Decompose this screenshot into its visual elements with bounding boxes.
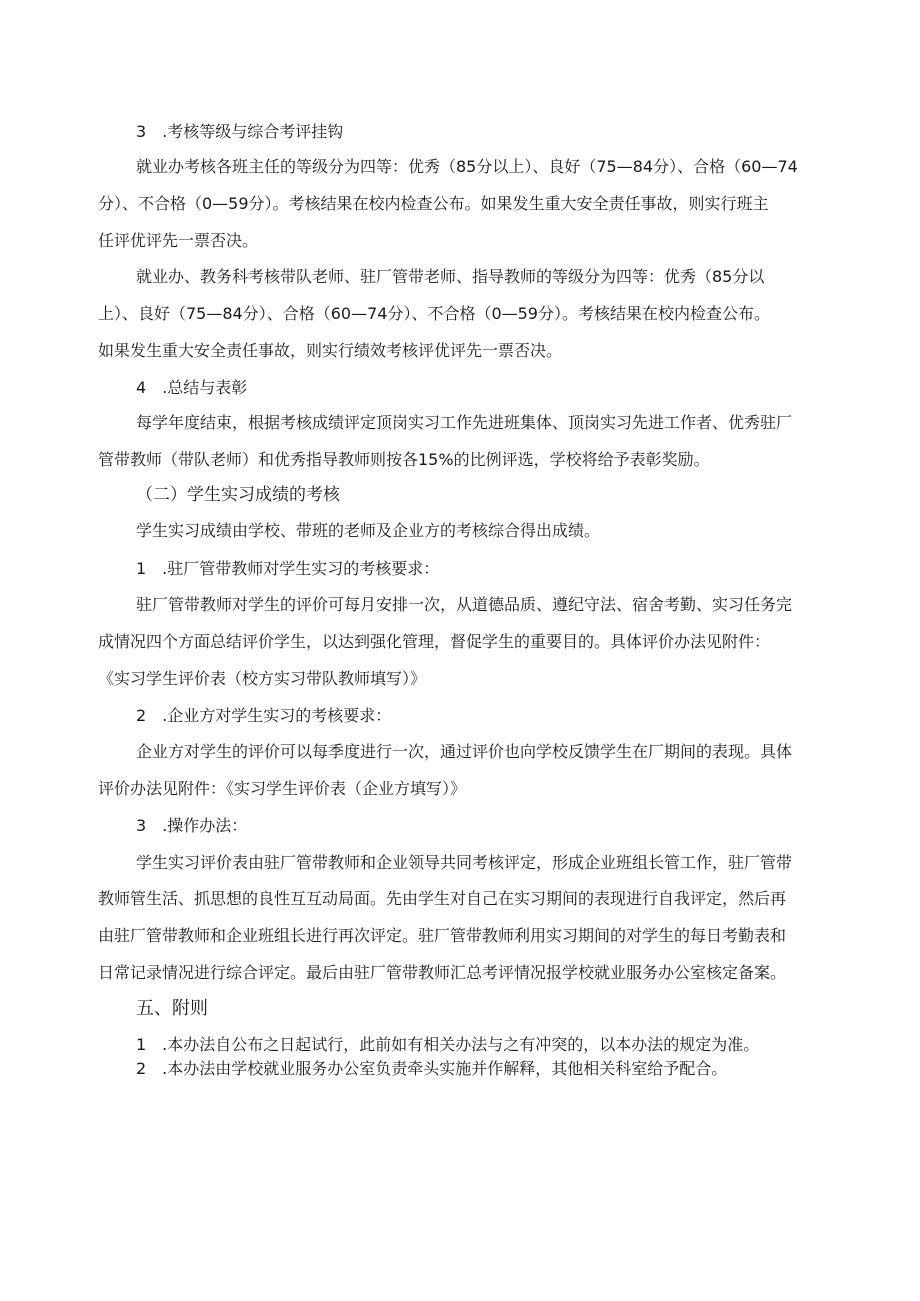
paragraph-line: 上）、良好（75—84分）、合格（60—74分）、不合格（0—59分）。考核结果在校内检查公布。 xyxy=(98,304,770,323)
appendix-item-1: 1 .本办法自公布之日起试行，此前如有相关办法与之有冲突的，以本办法的规定为准。 xyxy=(136,1035,760,1054)
paragraph-line: 管带教师（带队老师）和优秀指导教师则按各15%的比例评选，学校将给予表彰奖励。 xyxy=(98,450,710,469)
paragraph-line: 学生实习评价表由驻厂管带教师和企业领导共同考核评定，形成企业班组长管工作，驻厂管带 xyxy=(136,853,793,872)
paragraph-line: 教师管生活、抓思想的良性互互动局面。先由学生对自己在实习期间的表现进行自我评定，然后再 xyxy=(98,889,787,908)
paragraph-line: 《实习学生评价表（校方实习带队教师填写）》 xyxy=(98,669,427,688)
section-heading-student-assessment: （二）学生实习成绩的考核 xyxy=(136,485,340,505)
paragraph-line: 由驻厂管带教师和企业班组长进行再次评定。驻厂管带教师利用实习期间的对学生的每日考勤表和 xyxy=(98,926,787,945)
item-2-heading: 2 .企业方对学生实习的考核要求： xyxy=(136,706,392,725)
paragraph-line: 日常记录情况进行综合评定。最后由驻厂管带教师汇总考评情况报学校就业服务办公室核定备案。 xyxy=(98,963,787,982)
paragraph-line: 学生实习成绩由学校、带班的老师及企业方的考核综合得出成绩。 xyxy=(136,521,601,540)
paragraph-line: 任评优评先一票否决。 xyxy=(98,231,259,250)
item-1-heading: 1 .驻厂管带教师对学生实习的考核要求： xyxy=(136,559,440,578)
paragraph-line: 企业方对学生的评价可以每季度进行一次，通过评价也向学校反馈学生在厂期间的表现。具体 xyxy=(136,742,793,761)
paragraph-line: 就业办考核各班主任的等级分为四等：优秀（85分以上）、良好（75—84分）、合格（60—74 xyxy=(136,157,798,176)
item-3-heading: 3 .考核等级与综合考评挂钩 xyxy=(136,122,344,141)
appendix-item-2: 2 .本办法由学校就业服务办公室负责牵头实施并作解释，其他相关科室给予配合。 xyxy=(136,1059,728,1078)
paragraph-line: 分）、不合格（0—59分）。考核结果在校内检查公布。如果发生重大安全责任事故，则实行班主 xyxy=(98,194,769,213)
item-4-heading: 4 .总结与表彰 xyxy=(136,378,248,397)
paragraph-line: 如果发生重大安全责任事故，则实行绩效考核评优评先一票否决。 xyxy=(98,341,563,360)
paragraph-line: 成情况四个方面总结评价学生，以达到强化管理，督促学生的重要目的。具体评价办法见附件： xyxy=(98,632,771,651)
section-heading-appendix: 五、附则 xyxy=(136,998,208,1019)
paragraph-line: 每学年度结束，根据考核成绩评定顶岗实习工作先进班集体、顶岗实习先进工作者、优秀驻厂 xyxy=(136,413,793,432)
paragraph-line: 评价办法见附件：《实习学生评价表（企业方填写）》 xyxy=(98,779,467,798)
paragraph-line: 就业办、教务科考核带队老师、驻厂管带老师、指导教师的等级分为四等：优秀（85分以 xyxy=(136,267,765,286)
item-3-operation-heading: 3 .操作办法： xyxy=(136,816,248,835)
paragraph-line: 驻厂管带教师对学生的评价可每月安排一次，从道德品质、遵纪守法、宿舍考勤、实习任务完 xyxy=(136,595,793,614)
